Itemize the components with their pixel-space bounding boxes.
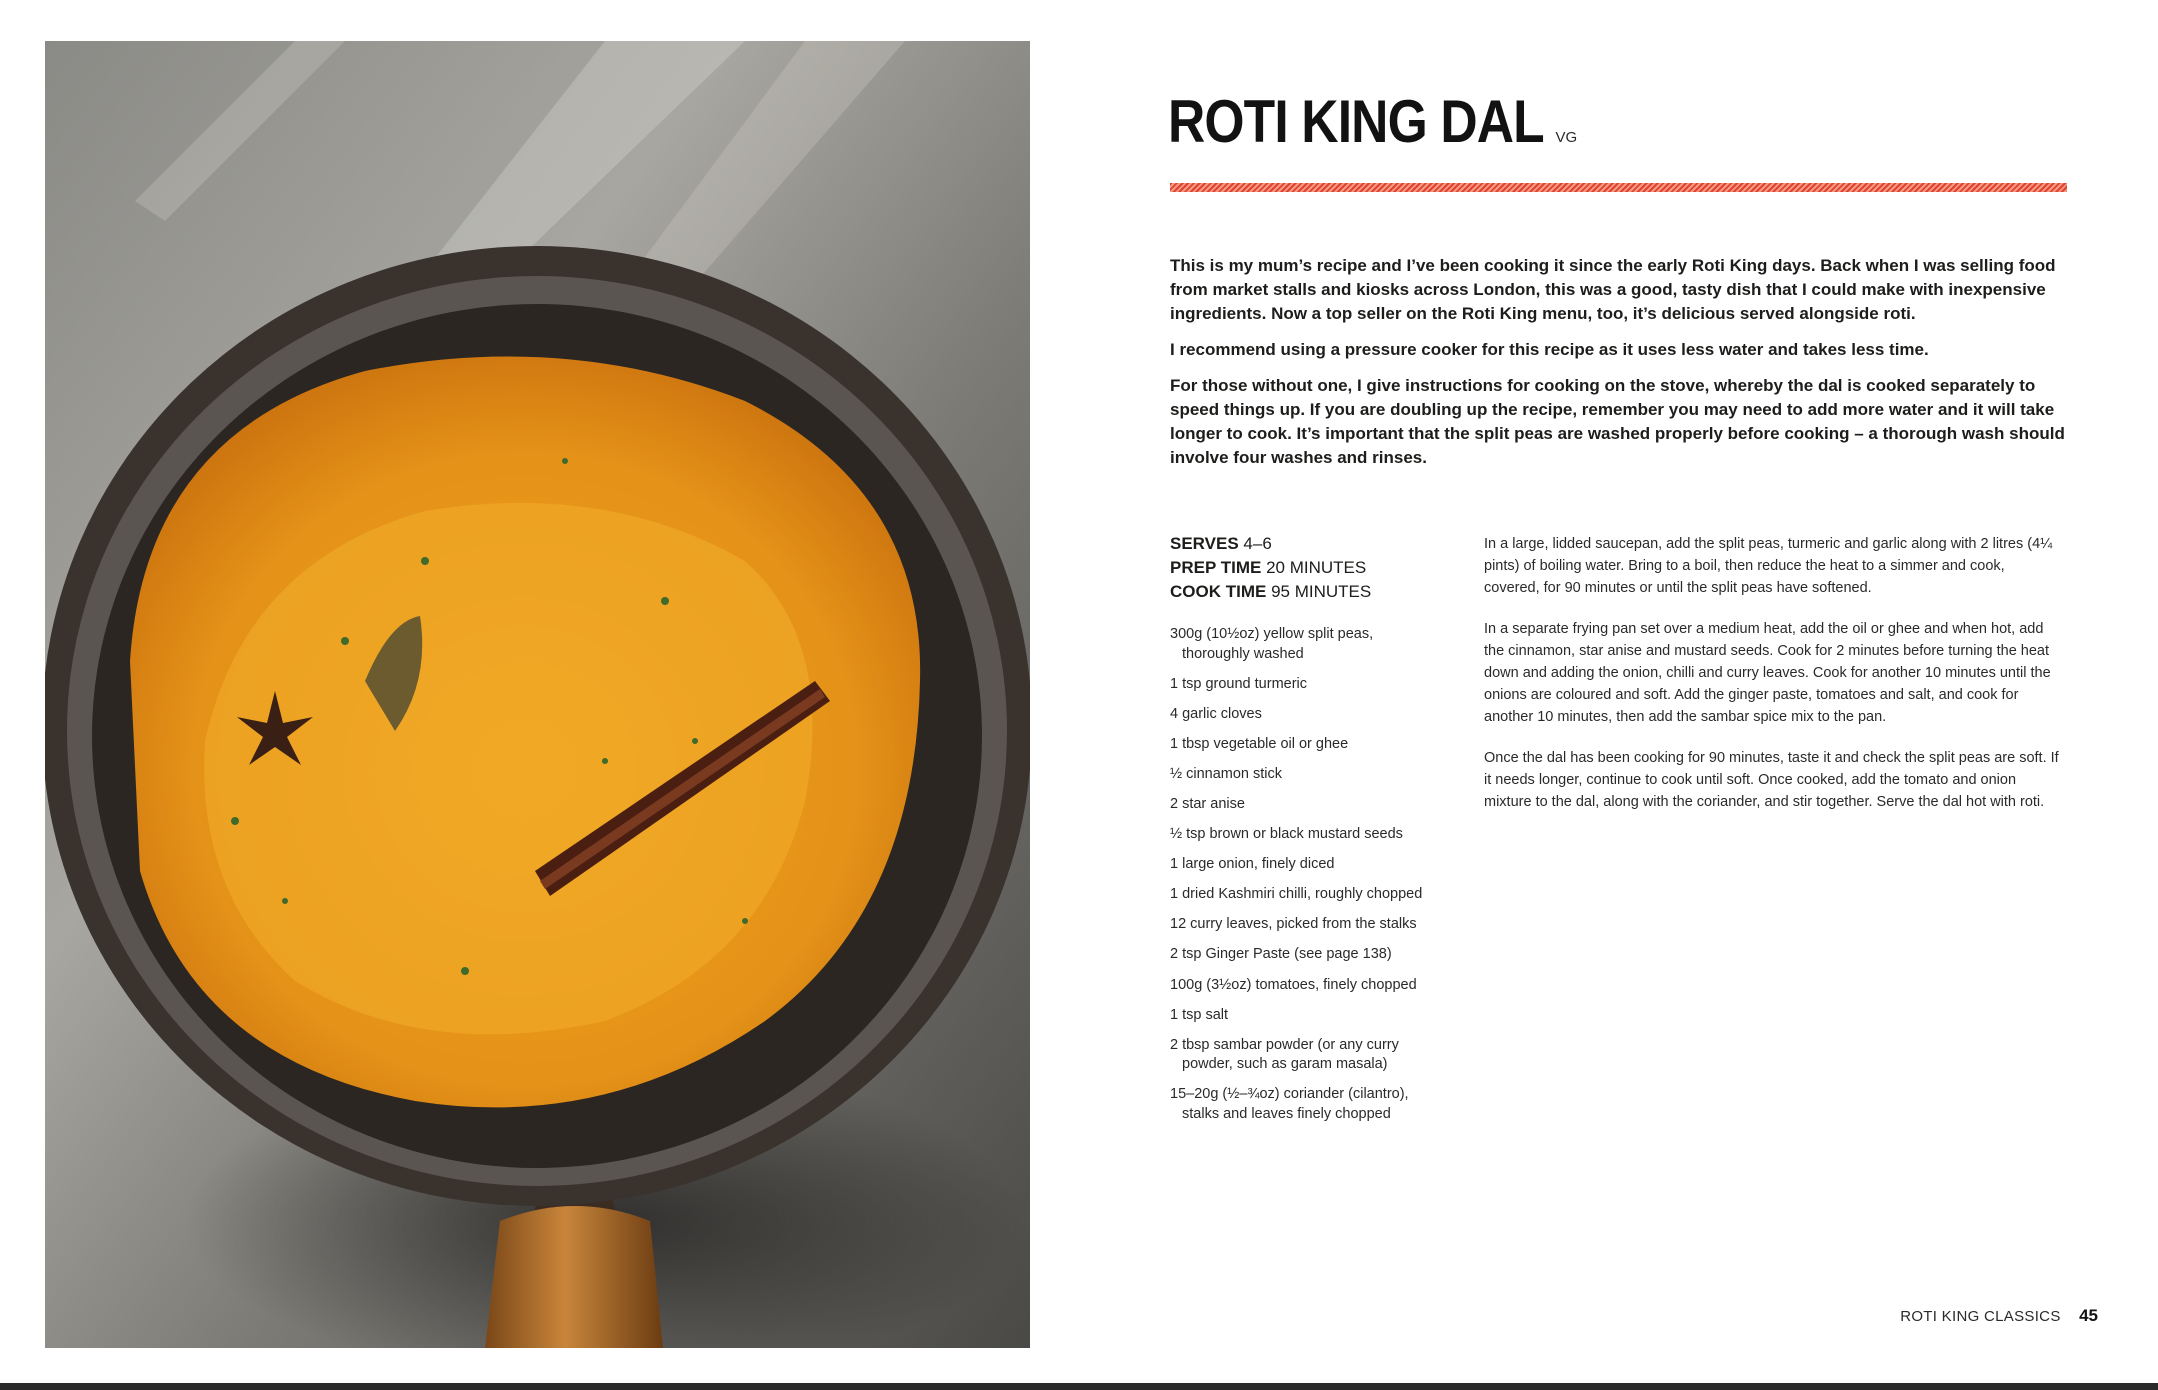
ingredient-item: 1 large onion, finely diced bbox=[1170, 856, 1335, 873]
ingredient-item: 2 tbsp sambar powder (or any curry powder, such as garam masala) bbox=[1170, 1036, 1399, 1073]
ingredient-item: 2 star anise bbox=[1170, 795, 1245, 812]
title-divider bbox=[1170, 183, 2067, 192]
serves-row bbox=[1170, 532, 1430, 556]
method-paragraph: Once the dal has been cooking for 90 minutes, taste it and check the split peas are soft. If it needs longer, continue to cook until soft. Once cooked, add the tomato and onion mixture to the dal, along with the coriander, and stir together. Serve the dal hot with roti. bbox=[1484, 750, 2059, 810]
dal-photo bbox=[45, 41, 1030, 1348]
method-paragraph: In a large, lidded saucepan, add the split peas, turmeric and garlic along with 2 litres (4¼ pints) of boiling water. Bring to a boil, then reduce the heat to a simmer and cook, covered, for 90 minutes or until the split peas have softened. bbox=[1484, 536, 2053, 596]
ingredient-item: 15–20g (½–¾oz) coriander (cilantro), stalks and leaves finely chopped bbox=[1170, 1086, 1409, 1122]
intro-paragraph: I recommend using a pressure cooker for this recipe as it uses less water and takes less time. bbox=[1170, 340, 1929, 359]
recipe-meta bbox=[1170, 532, 1430, 604]
intro-paragraph: For those without one, I give instructions for cooking on the stove, whereby the dal is cooked separately to speed things up. If you are doubling up the recipe, remember you may need to add more water and it will take longer to cook. It’s important that the split peas are washed properly before cooking – a thorough wash should involve four washes and rinses. bbox=[1170, 376, 2065, 467]
ingredient-item: 4 garlic cloves bbox=[1170, 705, 1262, 722]
section-name: ROTI KING CLASSICS bbox=[1900, 1308, 2061, 1325]
recipe-introduction bbox=[1170, 254, 2070, 482]
page-number: 45 bbox=[2079, 1306, 2098, 1325]
ingredient-item: ½ cinnamon stick bbox=[1170, 765, 1283, 782]
intro-paragraph: This is my mum’s recipe and I’ve been cooking it since the early Roti King days. Back when I was selling food from market stalls and kiosks across London, this was a good, tasty dish that I could make with inexpensive ingredients. Now a top seller on the Roti King menu, too, it’s delicious served alongside roti. bbox=[1170, 256, 2056, 323]
cook-time-row bbox=[1170, 580, 1430, 604]
serves-label: SERVES bbox=[1170, 534, 1239, 553]
bottom-edge bbox=[0, 1383, 2158, 1390]
page-footer bbox=[1900, 1306, 2098, 1326]
prep-time-row bbox=[1170, 556, 1430, 580]
ingredient-list bbox=[1170, 625, 1438, 1135]
recipe-title-row bbox=[1168, 88, 1577, 156]
ingredient-item: 2 tsp Ginger Paste (see page 138) bbox=[1170, 946, 1392, 963]
prep-time-value: 20 MINUTES bbox=[1266, 558, 1367, 577]
ingredient-item: 300g (10½oz) yellow split peas, thoroughly washed bbox=[1170, 626, 1374, 662]
cook-time-value: 95 MINUTES bbox=[1271, 582, 1372, 601]
ingredient-item: 12 curry leaves, picked from the stalks bbox=[1170, 916, 1417, 933]
method-paragraph: In a separate frying pan set over a medium heat, add the oil or ghee and when hot, add the cinnamon, star anise and mustard seeds. Cook for 2 minutes before turning the heat down and adding the onion, chilli and curry leaves. Cook for another 10 minutes until the onions are coloured and soft. Add the ginger paste, tomatoes and salt, and cook for another 10 minutes, then add the sambar spice mix to the pan. bbox=[1484, 621, 2051, 725]
serves-value: 4–6 bbox=[1243, 534, 1272, 553]
ingredient-item: 1 tsp salt bbox=[1170, 1006, 1229, 1023]
ingredient-item: 100g (3½oz) tomatoes, finely chopped bbox=[1170, 976, 1417, 993]
recipe-title: ROTI KING DAL bbox=[1168, 88, 1544, 155]
ingredient-item: 1 tbsp vegetable oil or ghee bbox=[1170, 735, 1349, 752]
ingredient-item: ½ tsp brown or black mustard seeds bbox=[1170, 826, 1403, 843]
cook-time-label: COOK TIME bbox=[1170, 582, 1267, 601]
diet-badge: VG bbox=[1555, 129, 1578, 146]
prep-time-label: PREP TIME bbox=[1170, 558, 1262, 577]
method-steps bbox=[1484, 533, 2060, 832]
ingredient-item: 1 dried Kashmiri chilli, roughly chopped bbox=[1170, 886, 1423, 903]
ingredient-item: 1 tsp ground turmeric bbox=[1170, 675, 1308, 692]
